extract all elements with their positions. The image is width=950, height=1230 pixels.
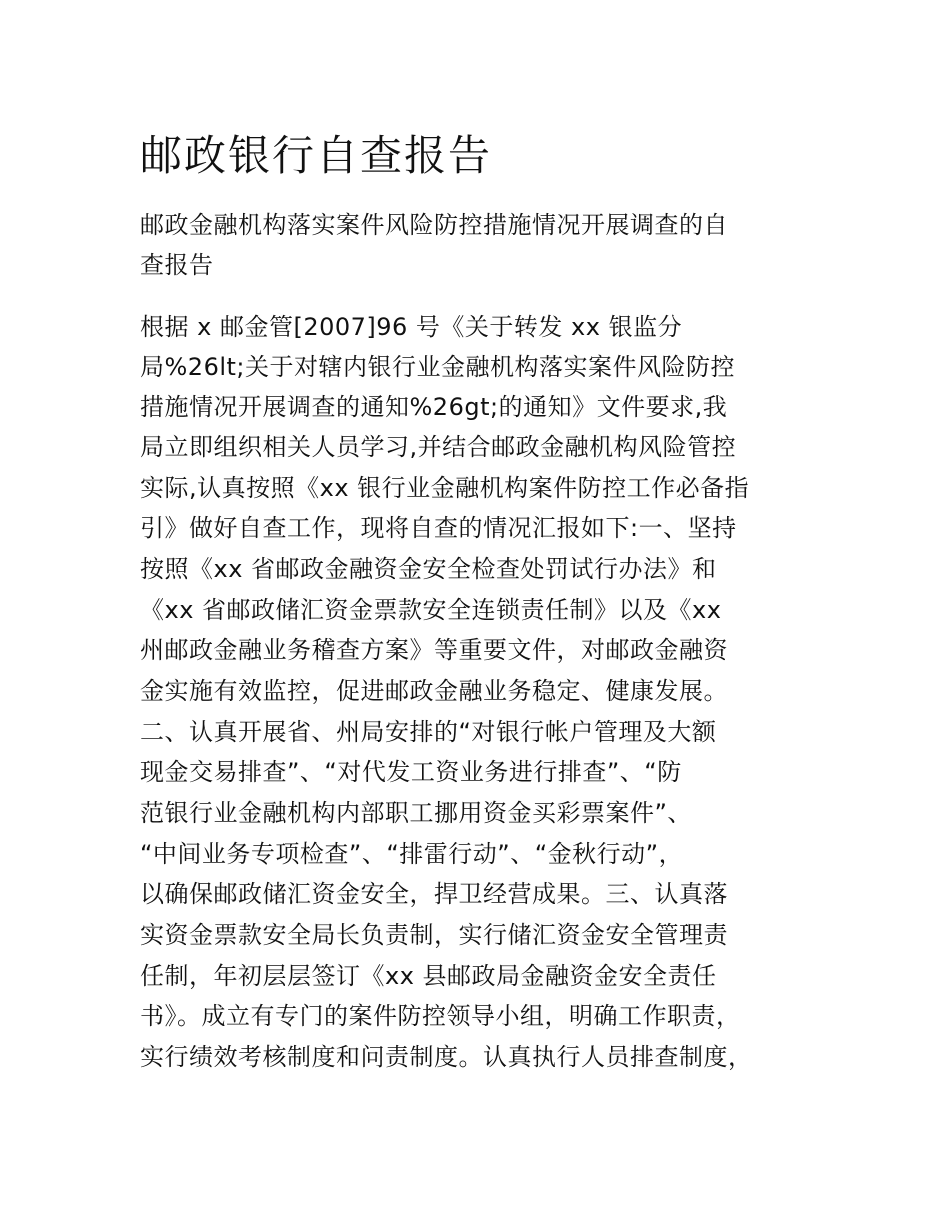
body-line: 《xx 省邮政储汇资金票款安全连锁责任制》以及《xx bbox=[140, 596, 722, 624]
body-line: 局%26lt;关于对辖内银行业金融机构落实案件风险防控 bbox=[140, 353, 736, 381]
subtitle-line: 邮政金融机构落实案件风险防控措施情况开展调查的自 bbox=[140, 211, 728, 239]
body-line: 书》。成立有专门的案件防控领导小组，明确工作职责， bbox=[140, 1002, 741, 1030]
body-line: 实行绩效考核制度和问责制度。认真执行人员排查制度， bbox=[140, 1043, 753, 1071]
body-line: 根据 x 邮金管[2007]96 号《关于转发 xx 银监分 bbox=[140, 313, 683, 341]
body-line: 金实施有效监控，促进邮政金融业务稳定、健康发展。 bbox=[140, 677, 728, 705]
body-line: 以确保邮政储汇资金安全，捍卫经营成果。三、认真落 bbox=[140, 880, 728, 908]
body-line: 按照《xx 省邮政金融资金安全检查处罚试行办法》和 bbox=[140, 555, 717, 583]
body-line: 局立即组织相关人员学习,并结合邮政金融机构风险管控 bbox=[140, 433, 737, 461]
document-subtitle bbox=[140, 205, 820, 285]
document-title: 邮政银行自查报告 bbox=[140, 131, 493, 180]
body-line: “中间业务专项检查”、“排雷行动”、“金秋行动”， bbox=[140, 840, 684, 868]
body-line: 引》做好自查工作，现将自查的情况汇报如下:一、坚持 bbox=[140, 514, 737, 542]
body-line: 措施情况开展调查的通知%26gt;的通知》文件要求,我 bbox=[140, 393, 728, 421]
subtitle-line: 查报告 bbox=[140, 251, 214, 279]
body-line: 任制，年初层层签订《xx 县邮政局金融资金安全责任 bbox=[140, 962, 717, 990]
body-line: 二、认真开展省、州局安排的“对银行帐户管理及大额 bbox=[140, 718, 717, 746]
body-line: 实资金票款安全局长负责制，实行储汇资金安全管理责 bbox=[140, 921, 728, 949]
body-line: 州邮政金融业务稽查方案》等重要文件，对邮政金融资 bbox=[140, 636, 728, 664]
body-line: 现金交易排查”、“对代发工资业务进行排查”、“防 bbox=[140, 758, 682, 786]
body-line: 范银行业金融机构内部职工挪用资金买彩票案件”、 bbox=[140, 799, 692, 827]
body-line: 实际,认真按照《xx 银行业金融机构案件防控工作必备指 bbox=[140, 474, 750, 502]
